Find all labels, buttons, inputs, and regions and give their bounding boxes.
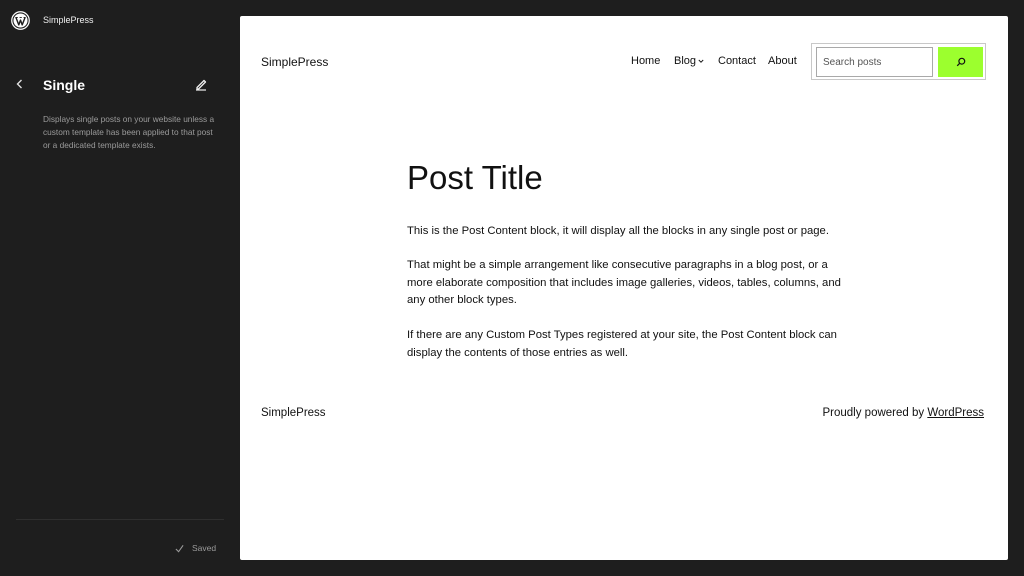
search-button[interactable] bbox=[938, 47, 983, 77]
check-icon bbox=[175, 544, 184, 553]
post-paragraph[interactable]: That might be a simple arrangement like consecutive paragraphs in a blog post, or a more elaborate composition that includes image galleries, videos, tables, columns, and any other block types. bbox=[407, 259, 841, 306]
header-site-title[interactable]: SimplePress bbox=[261, 55, 329, 69]
back-button[interactable] bbox=[14, 78, 26, 90]
nav-blog[interactable] bbox=[674, 55, 704, 67]
editor-sidebar bbox=[0, 0, 240, 576]
post-paragraph[interactable]: If there are any Custom Post Types registered at your site, the Post Content block can display the contents of those entries as well. bbox=[407, 329, 837, 359]
panel-title: Single bbox=[43, 77, 86, 93]
saved-status bbox=[175, 543, 216, 553]
nav-contact[interactable]: Contact bbox=[718, 55, 756, 67]
pencil-icon bbox=[196, 81, 206, 91]
nav-home[interactable]: Home bbox=[631, 55, 661, 67]
wordpress-link[interactable]: WordPress bbox=[927, 407, 984, 419]
footer-credit-prefix: Proudly powered by bbox=[822, 407, 928, 419]
nav-about[interactable]: About bbox=[768, 55, 797, 67]
editor-canvas[interactable] bbox=[240, 16, 1008, 560]
search-icon bbox=[956, 57, 966, 67]
chevron-left-icon bbox=[18, 80, 22, 88]
footer-credit bbox=[822, 407, 984, 419]
chevron-down-icon bbox=[698, 58, 704, 64]
footer-site-title[interactable]: SimplePress bbox=[261, 407, 326, 419]
search-block bbox=[811, 43, 986, 80]
site-name: SimplePress bbox=[43, 15, 94, 25]
post-paragraph[interactable]: This is the Post Content block, it will display all the blocks in any single post or page. bbox=[407, 225, 829, 237]
post-title[interactable]: Post Title bbox=[407, 159, 543, 196]
nav-blog-label: Blog bbox=[674, 55, 697, 67]
edit-template-button[interactable] bbox=[194, 77, 208, 91]
template-description: Displays single posts on your website unless a custom template has been applied to that post or a dedicated template exists. bbox=[43, 114, 215, 150]
wordpress-logo-icon[interactable] bbox=[11, 11, 30, 30]
search-input[interactable] bbox=[816, 47, 933, 77]
sidebar-divider bbox=[16, 519, 224, 520]
saved-label: Saved bbox=[192, 543, 217, 553]
